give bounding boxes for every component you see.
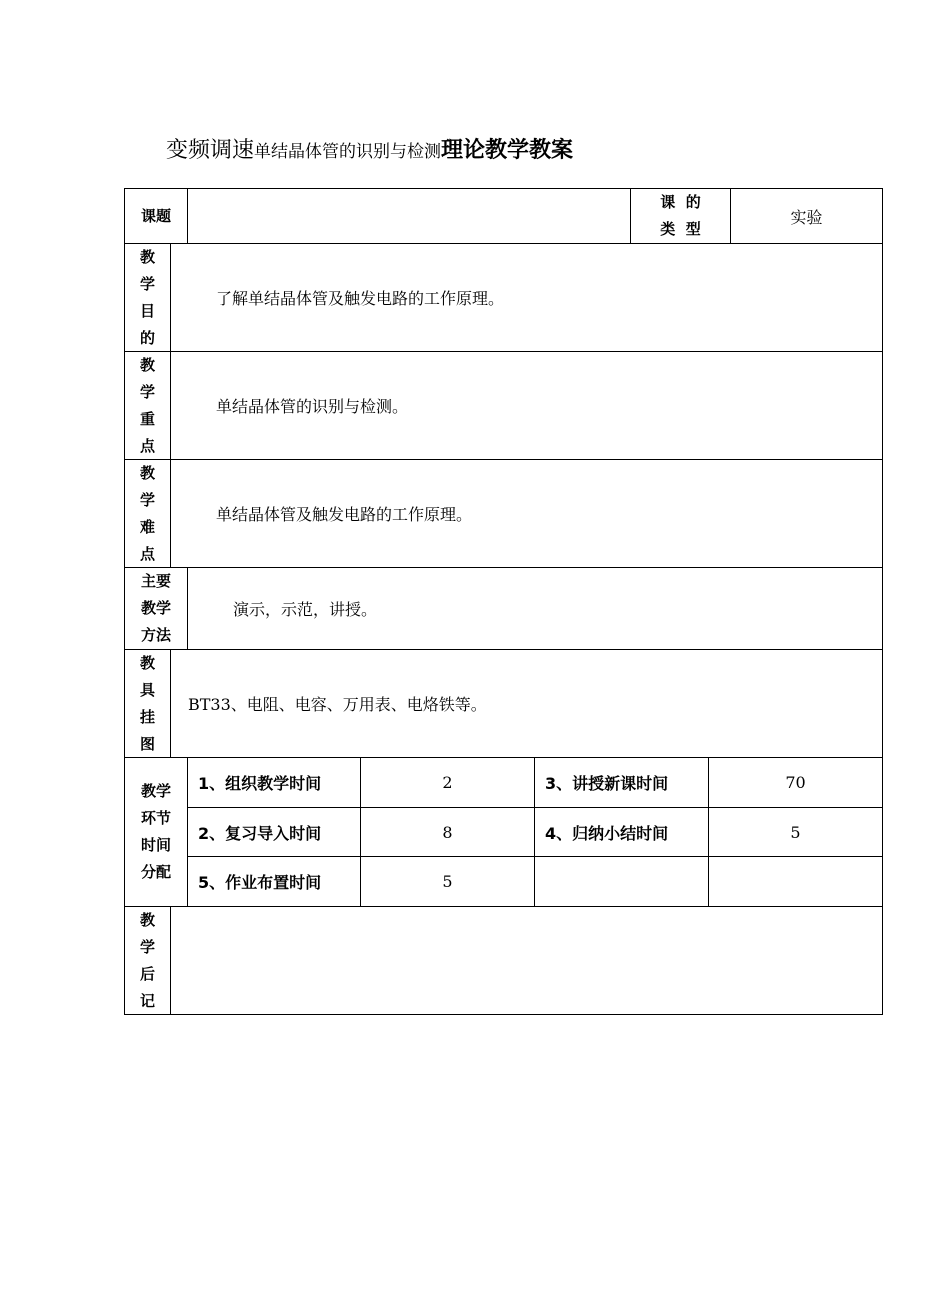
time-item-name xyxy=(534,856,709,907)
method-label: 主要 教学 方法 xyxy=(124,567,188,650)
topic-label: 课题 xyxy=(124,188,188,244)
objective-label: 教 学 目 的 xyxy=(124,243,171,352)
objective-content: 了解单结晶体管及触发电路的工作原理。 xyxy=(170,243,883,352)
time-item-name: 3、讲授新课时间 xyxy=(534,757,709,808)
time-item-name: 5、作业布置时间 xyxy=(187,856,361,907)
time-item-name: 1、组织教学时间 xyxy=(187,757,361,808)
title-topic: 单结晶体管的识别与检测 xyxy=(254,142,442,162)
title-suffix: 理论教学教案 xyxy=(441,138,574,163)
time-label: 教学 环节 时间 分配 xyxy=(124,757,188,907)
type-value: 实验 xyxy=(730,188,883,244)
postscript-label: 教 学 后 记 xyxy=(124,906,171,1015)
tools-label: 教 具 挂 图 xyxy=(124,649,171,758)
tools-content: BT33、电阻、电容、万用表、电烙铁等。 xyxy=(170,649,883,758)
time-item-value xyxy=(708,856,883,907)
time-item-value: 5 xyxy=(708,807,883,857)
time-item-value: 2 xyxy=(360,757,535,808)
page-title xyxy=(166,133,573,164)
type-label: 课 的 类 型 xyxy=(630,188,731,244)
title-course: 变频调速 xyxy=(166,138,255,163)
method-content: 演示，示范，讲授。 xyxy=(187,567,883,650)
topic-value xyxy=(187,188,631,244)
difficulty-label: 教 学 难 点 xyxy=(124,459,171,568)
difficulty-content: 单结晶体管及触发电路的工作原理。 xyxy=(170,459,883,568)
time-item-value: 5 xyxy=(360,856,535,907)
time-item-value: 8 xyxy=(360,807,535,857)
time-item-value: 70 xyxy=(708,757,883,808)
time-item-name: 2、复习导入时间 xyxy=(187,807,361,857)
keypoint-label: 教 学 重 点 xyxy=(124,351,171,460)
time-item-name: 4、归纳小结时间 xyxy=(534,807,709,857)
keypoint-content: 单结晶体管的识别与检测。 xyxy=(170,351,883,460)
postscript-content xyxy=(170,906,883,1015)
